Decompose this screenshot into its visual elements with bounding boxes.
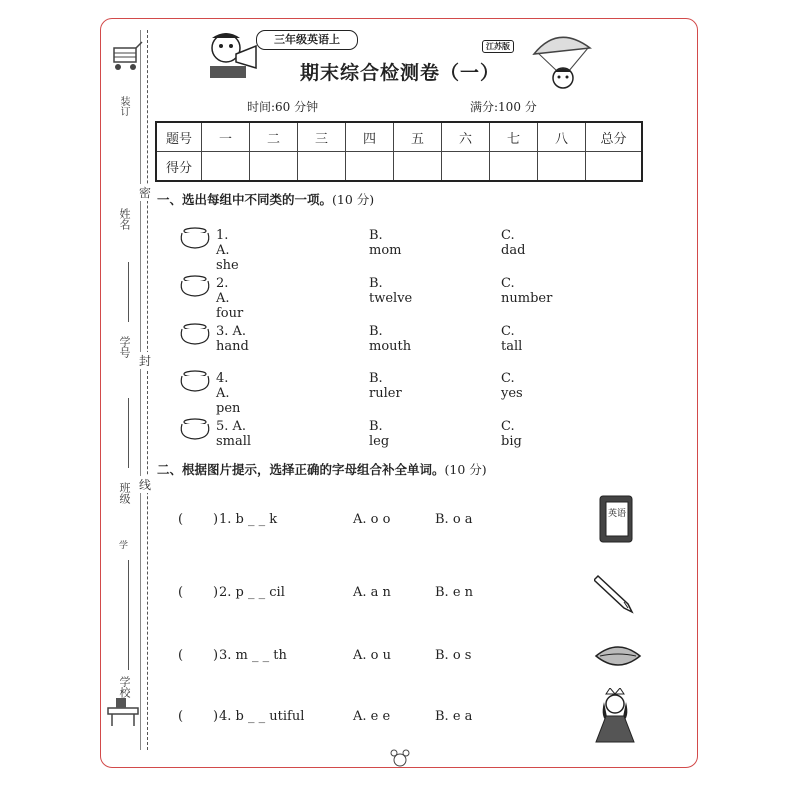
seal-mi: 密: [139, 186, 152, 200]
score-input-cell[interactable]: [442, 152, 490, 182]
table-cell: 三: [298, 122, 346, 152]
option-b: B. o s: [435, 648, 472, 663]
answer-paren-close[interactable]: ): [213, 585, 219, 600]
question-word: 4. b _ _ utiful: [219, 709, 305, 724]
answer-pot-icon[interactable]: [178, 416, 212, 440]
score-table-score-row: [156, 152, 642, 182]
option-a: 1. A. she: [216, 228, 239, 273]
book-icon: [594, 492, 640, 548]
answer-pot-icon[interactable]: [178, 225, 212, 249]
question-word: 3. m _ _ th: [219, 648, 287, 663]
option-a: 4. A. pen: [216, 371, 241, 416]
section-2-heading: [157, 460, 487, 478]
grade-banner: 三年级英语上: [256, 30, 358, 50]
option-b: B. e a: [435, 709, 473, 724]
parachute-mascot-icon: [528, 28, 598, 94]
option-c: C. yes: [501, 371, 523, 401]
seal-xian: 线: [139, 478, 152, 492]
answer-pot-icon[interactable]: [178, 368, 212, 392]
section-1-points: (10 分): [332, 192, 375, 207]
full-score-label: 满分:100 分: [470, 100, 537, 114]
score-table: [155, 121, 643, 182]
answer-paren-close[interactable]: ): [213, 512, 219, 527]
princess-icon: [590, 688, 640, 744]
table-cell: 题号: [156, 122, 202, 152]
section-1-heading: [157, 190, 374, 208]
section-1-title: 一、选出每组中不同类的一项。: [157, 192, 333, 207]
binding-dashed-line: [147, 30, 148, 750]
table-cell: 一: [202, 122, 250, 152]
option-a: 3. A. hand: [216, 324, 249, 354]
score-table-header-row: [156, 122, 642, 152]
cart-icon: [106, 36, 146, 76]
name-label: 姓名: [118, 208, 131, 230]
score-input-cell[interactable]: [586, 152, 643, 182]
option-c: C. big: [501, 419, 522, 449]
option-b: B. mouth: [369, 324, 412, 354]
option-a: 2. A. four: [216, 276, 244, 321]
option-b: B. o a: [435, 512, 473, 527]
section-2-title: 二、根据图片提示，选择正确的字母组合补全单词。: [157, 462, 445, 477]
option-a: A. o u: [353, 648, 391, 663]
edition-badge: 江苏版: [482, 40, 514, 53]
pencil-icon: [594, 572, 638, 616]
score-input-cell[interactable]: [490, 152, 538, 182]
table-cell: 七: [490, 122, 538, 152]
option-b: B. twelve: [369, 276, 413, 306]
table-cell: 六: [442, 122, 490, 152]
answer-paren-close[interactable]: ): [213, 648, 219, 663]
mouth-icon: [594, 640, 642, 672]
answer-paren-open[interactable]: (: [178, 648, 184, 663]
seal-feng: 封: [139, 354, 152, 368]
option-b: B. e n: [435, 585, 474, 600]
table-cell: 五: [394, 122, 442, 152]
answer-paren-open[interactable]: (: [178, 709, 184, 724]
score-input-cell[interactable]: [250, 152, 298, 182]
section-2-points: (10 分): [444, 462, 487, 477]
answer-paren-open[interactable]: (: [178, 585, 184, 600]
score-input-cell[interactable]: [346, 152, 394, 182]
option-a: A. o o: [353, 512, 391, 527]
answer-paren-open[interactable]: (: [178, 512, 184, 527]
answer-paren-close[interactable]: ): [213, 709, 219, 724]
score-input-cell[interactable]: [202, 152, 250, 182]
table-cell: 二: [250, 122, 298, 152]
school-blank: [128, 560, 129, 670]
option-a: 5. A. small: [216, 419, 252, 449]
option-c: C. dad: [501, 228, 526, 258]
page-title: 期末综合检测卷（一）: [300, 62, 501, 84]
book-cover-text: 英语: [607, 509, 627, 519]
answer-pot-icon[interactable]: [178, 273, 212, 297]
mascot-megaphone-icon: [200, 26, 264, 82]
time-label: 时间:60 分钟: [247, 100, 319, 114]
option-c: C. tall: [501, 324, 523, 354]
id-label: 学号: [118, 336, 131, 358]
table-cell: 得分: [156, 152, 202, 182]
score-input-cell[interactable]: [394, 152, 442, 182]
table-cell: 八: [538, 122, 586, 152]
option-c: C. number: [501, 276, 553, 306]
school-label: 学校: [118, 676, 131, 698]
option-b: B. ruler: [369, 371, 402, 401]
question-word: 1. b _ _ k: [219, 512, 278, 527]
name-blank: [128, 262, 129, 322]
footer-doodle-icon: [385, 748, 415, 768]
binding-solid-line: [140, 30, 141, 750]
score-input-cell[interactable]: [538, 152, 586, 182]
option-a: A. a n: [353, 585, 391, 600]
score-input-cell[interactable]: [298, 152, 346, 182]
option-a: A. e e: [353, 709, 391, 724]
binding-mid-label: 学: [117, 540, 127, 549]
id-blank: [128, 398, 129, 468]
table-cell: 四: [346, 122, 394, 152]
table-cell: 总分: [586, 122, 643, 152]
binding-top-label: 装订: [118, 96, 129, 116]
option-b: B. mom: [369, 228, 402, 258]
desk-icon: [104, 694, 144, 730]
option-b: B. leg: [369, 419, 390, 449]
answer-pot-icon[interactable]: [178, 321, 212, 345]
class-label: 班级: [118, 482, 131, 504]
question-word: 2. p _ _ cil: [219, 585, 285, 600]
